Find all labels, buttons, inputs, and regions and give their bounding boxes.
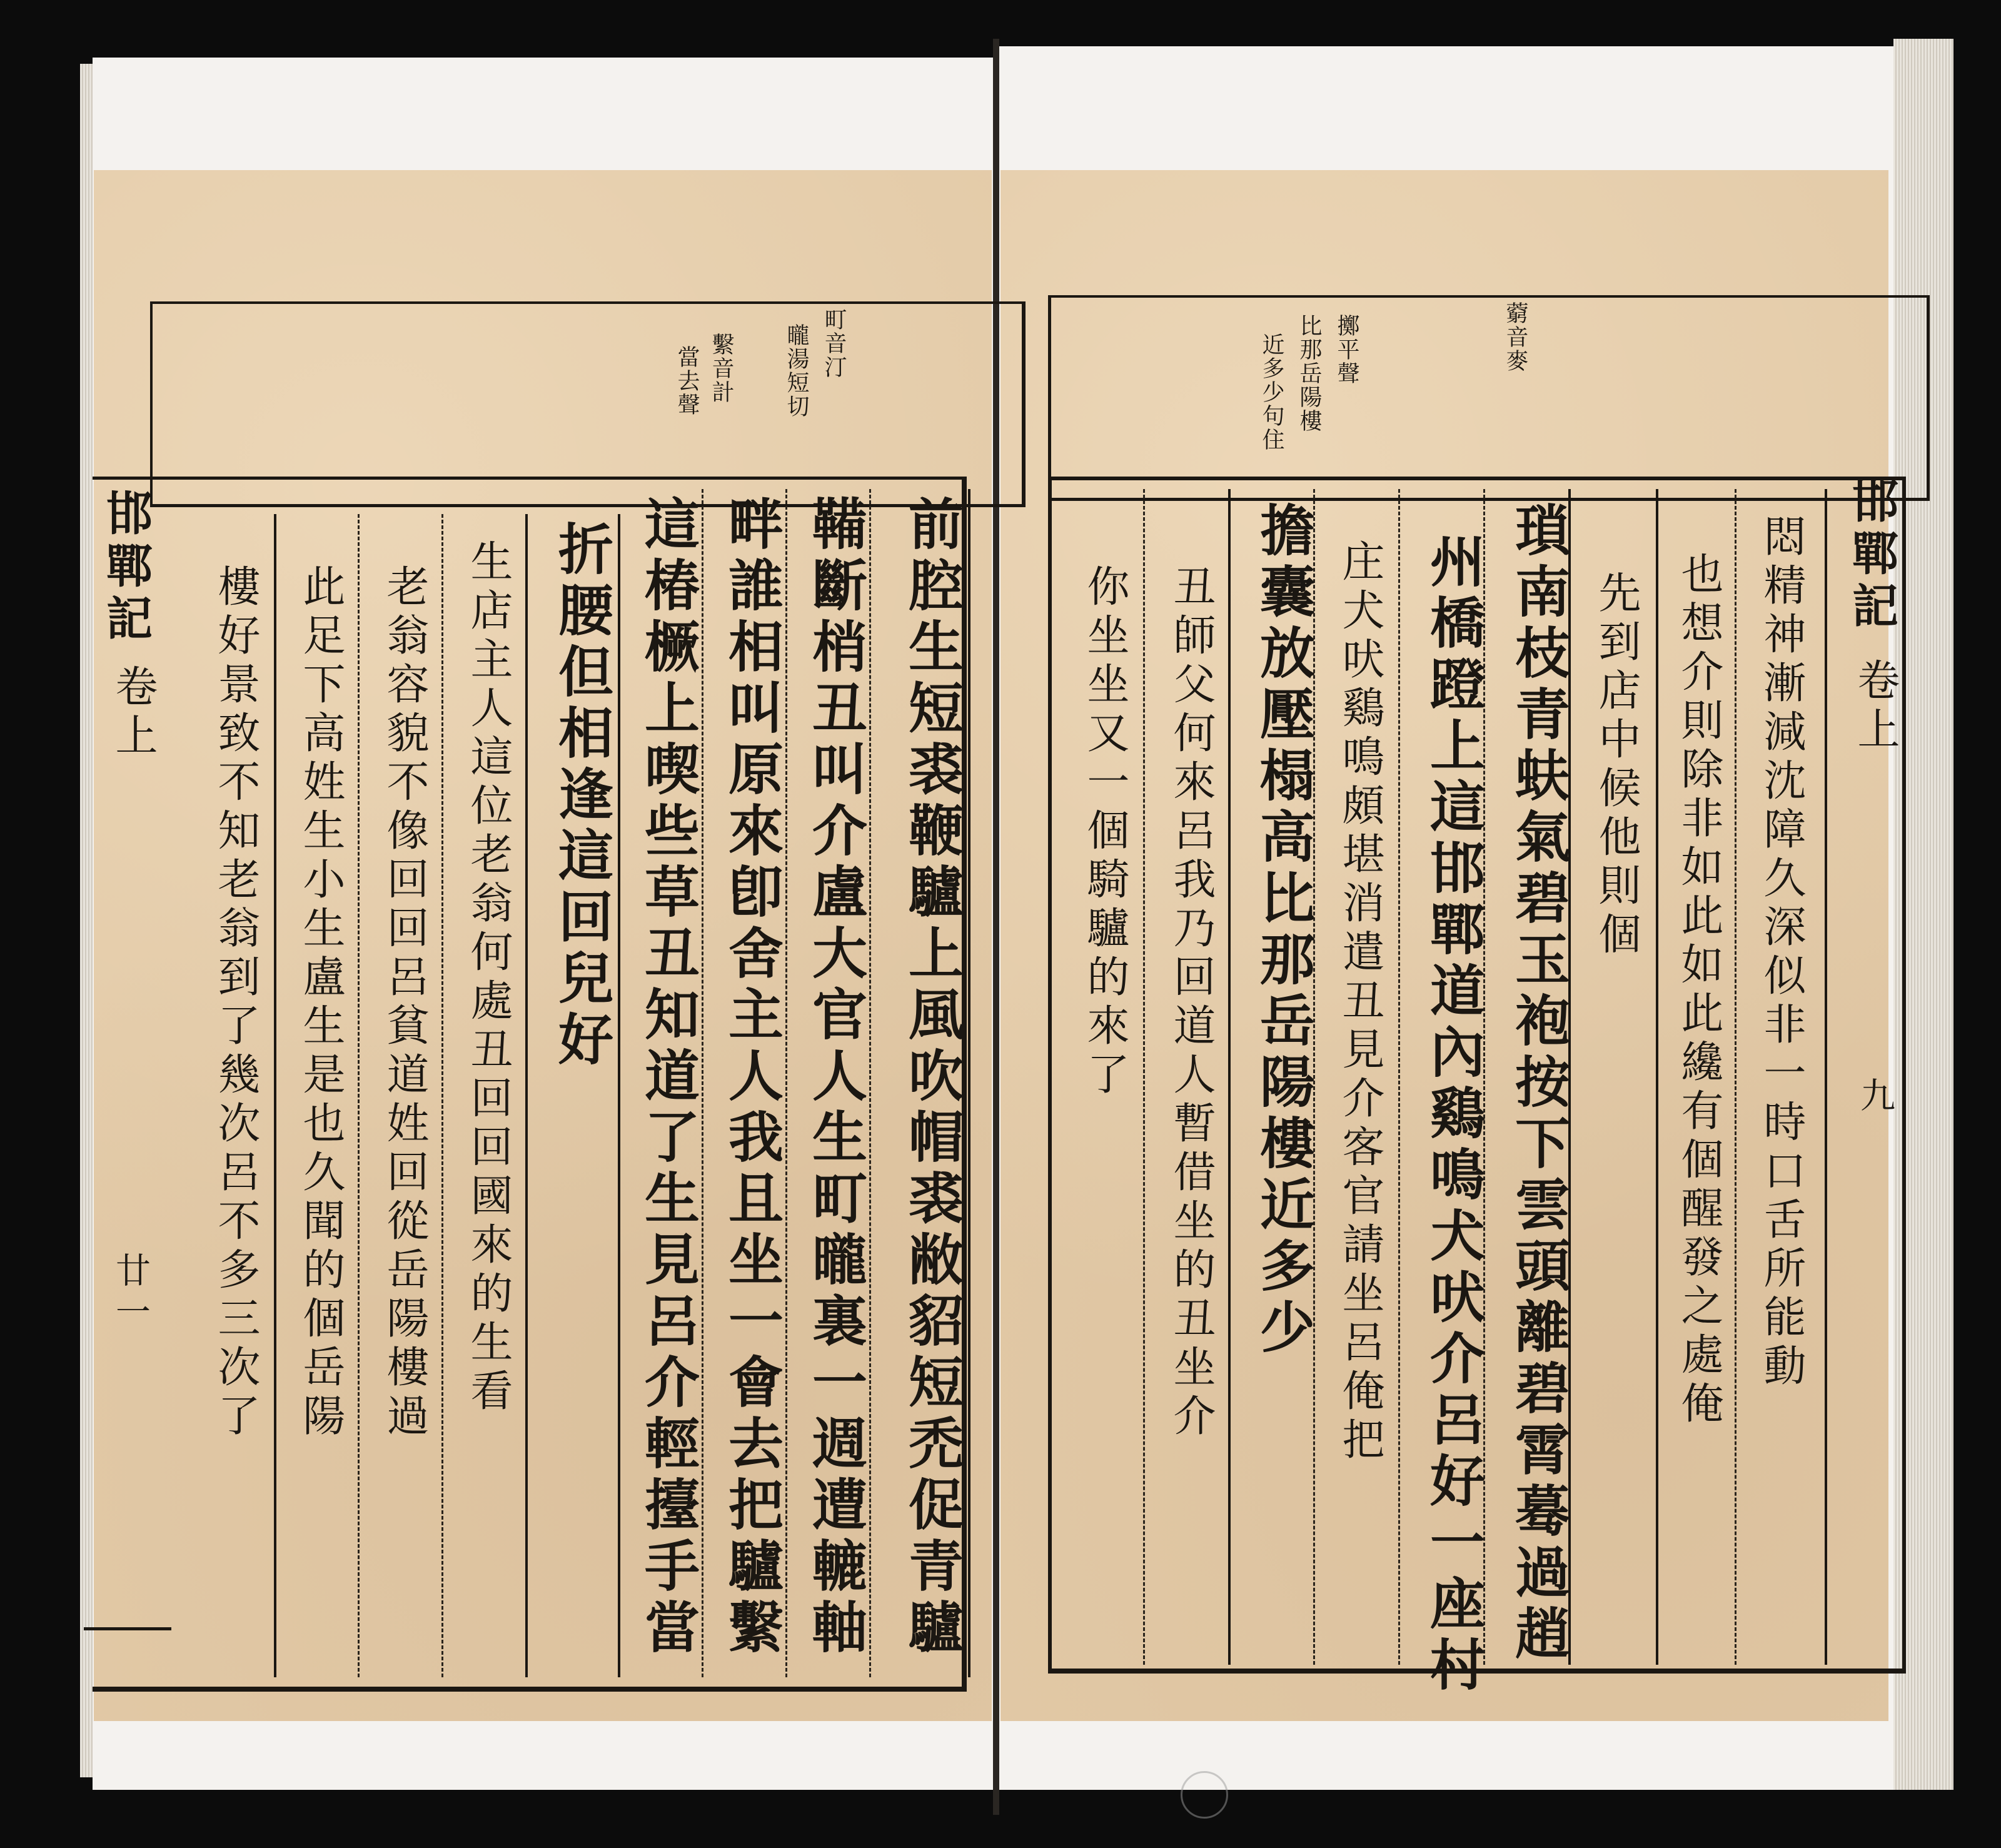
left-text-column-5: 折腰但相逢這回兒好 — [550, 520, 615, 1072]
left-header-note-1: 町音汀 — [821, 308, 847, 379]
page-edge-left — [80, 64, 93, 1777]
left-col-divider-9 — [274, 514, 276, 1677]
right-header-note-1: 藭音麥 — [1503, 301, 1528, 373]
open-book — [80, 39, 1953, 1815]
right-col-divider-1 — [1825, 489, 1827, 1665]
left-text-column-8: 此足下高姓生小生盧生是也久聞的個岳陽 — [296, 564, 345, 1442]
right-margin-title: 邯鄲記 — [1845, 477, 1898, 634]
left-header-note-3: 繫音計 — [708, 333, 734, 404]
library-stamp-icon — [1181, 1771, 1228, 1819]
right-col-divider-2 — [1735, 489, 1736, 1665]
right-text-column-6: 庄犬吠鷄鳴頗堪消遣丑見介客官請坐呂俺把 — [1335, 539, 1384, 1466]
left-text-column-7: 老翁容貌不像回回呂貧道姓回從岳陽樓過 — [380, 564, 429, 1442]
right-col-divider-9 — [1143, 489, 1145, 1665]
left-header-note-2: 曨湯短切 — [784, 323, 809, 418]
right-text-column-5: 州橋蹬上這邯鄲道內鷄鳴犬吠介呂好一座村 — [1421, 533, 1486, 1697]
left-text-column-9: 樓好景致不知老翁到了幾次呂不多三次了 — [211, 564, 260, 1442]
right-col-divider-3 — [1656, 489, 1658, 1665]
left-margin-folio: 廿一 — [110, 1252, 151, 1335]
right-header-note-3: 比那岳陽樓 — [1296, 314, 1322, 433]
left-text-column-3: 畔誰相叫原來卽舍主人我且坐一會去把驢繫 — [720, 495, 785, 1660]
right-header-note-2: 擲平聲 — [1334, 314, 1359, 385]
left-col-divider-8 — [358, 514, 360, 1677]
right-text-column-8: 丑師父何來呂我乃回道人暫借坐的丑坐介 — [1166, 564, 1216, 1442]
right-margin-chapter: 卷上 — [1850, 658, 1900, 755]
right-text-column-7: 擔囊放壓榻高比那岳陽樓近多少 — [1251, 502, 1316, 1360]
left-text-column-6: 生店主人這位老翁何處丑回回國來的生看 — [463, 539, 513, 1417]
right-header-frame — [1048, 295, 1930, 501]
left-col-divider-6 — [525, 514, 528, 1677]
right-text-column-1: 悶精神漸減沈障久深似非一時口舌所能動 — [1757, 514, 1806, 1392]
left-margin-title: 邯鄲記 — [99, 489, 153, 647]
right-text-column-2: 也想介則除非如此如此纔有個醒發之處俺 — [1674, 552, 1723, 1430]
right-text-column-3: 先到店中候他則個 — [1591, 570, 1641, 961]
right-col-divider-6 — [1398, 489, 1400, 1665]
right-col-divider-8 — [1228, 489, 1231, 1665]
left-margin-chapter: 卷上 — [108, 664, 158, 762]
left-col-divider-7 — [441, 514, 443, 1677]
left-text-column-4: 這椿橛上喫些草丑知道了生見呂介輕擡手當 — [636, 495, 701, 1660]
left-text-column-1: 前腔生短裘鞭驢上風吹帽裘敝貂短禿促青驢 — [900, 495, 965, 1660]
right-header-note-4: 近多少句住 — [1259, 333, 1284, 452]
right-text-column-9: 你坐坐又一個騎驢的來了 — [1080, 564, 1129, 1101]
left-margin-rule — [84, 1627, 171, 1630]
right-margin-folio: 九 — [1855, 1077, 1895, 1118]
left-text-column-2: 鞴斷梢丑叫介盧大官人生町曨裏一週遭轆軸 — [804, 495, 869, 1660]
left-header-note-4: 當去聲 — [674, 345, 700, 417]
right-text-column-4: 瑣南枝青蚨氣碧玉袍按下雲頭離碧霄蓦過趙 — [1506, 502, 1571, 1666]
